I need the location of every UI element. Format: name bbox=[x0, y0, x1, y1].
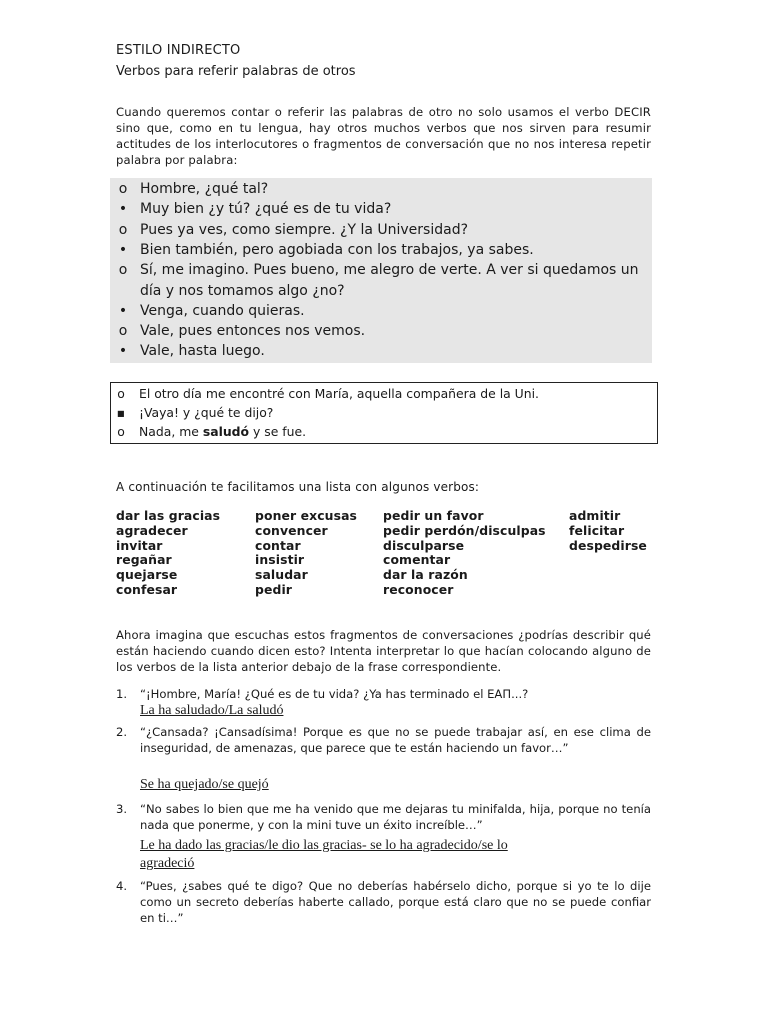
answer-1 bbox=[140, 703, 633, 719]
verb-item: pedir perdón/disculpas bbox=[383, 522, 546, 538]
bullet-marker: • bbox=[118, 201, 128, 218]
question-text: “No sabes lo bien que me ha venido que me dejaras tu minifalda, hija, porque no tenía nada que ponerme, y con la mini tuve un éxito increíble…” bbox=[140, 802, 651, 832]
answer-text: La ha saludado/La saludó bbox=[140, 703, 284, 718]
bullet-marker: o bbox=[118, 262, 128, 279]
question-number: 1. bbox=[116, 687, 128, 701]
verb-item: disculparse bbox=[383, 537, 465, 553]
verb-column-3 bbox=[383, 509, 546, 598]
verb-item: admitir bbox=[569, 508, 621, 523]
dialogue-text bbox=[139, 424, 306, 439]
dialogue-text: Sí, me imagino. Pues bueno, me alegro de verte. A ver si quedamos un bbox=[140, 262, 639, 279]
verb-item: contar bbox=[255, 537, 301, 553]
dialogue-text: Pues ya ves, como siempre. ¿Y la Universidad? bbox=[140, 221, 469, 238]
bullet-marker: o bbox=[118, 181, 128, 197]
dialogue-text-part: ¡Vaya! y ¿qué te dijo? bbox=[139, 405, 274, 420]
dialogue-text-part: Nada, me bbox=[139, 424, 203, 439]
answer-3-continued bbox=[140, 856, 249, 872]
dialogue-text: Vale, hasta luego. bbox=[140, 343, 265, 360]
verb-item: dar la razón bbox=[383, 567, 468, 583]
bullet-marker: o bbox=[118, 221, 128, 238]
answer-3 bbox=[140, 838, 651, 854]
page-subtitle: Verbos para referir palabras de otros bbox=[116, 64, 356, 79]
verb-item: pedir un favor bbox=[383, 508, 484, 523]
answer-text: Le ha dado las gracias/le dio las gracias- se lo ha agradecido/se lo bbox=[140, 838, 508, 853]
question-number: 3. bbox=[116, 802, 128, 816]
verb-item: quejarse bbox=[116, 567, 178, 583]
verb-item: convencer bbox=[255, 522, 328, 538]
verb-column-2 bbox=[255, 509, 357, 598]
exercise-instructions: Ahora imagina que escuchas estos fragmentos de conversaciones ¿podrías describir qué están haciendo cuando dicen esto? Intenta interpretar lo que hacían colocando alguno de los verbos de la lista anterior debajo de la frase correspondiente. bbox=[116, 628, 651, 674]
dialogue-text: Venga, cuando quieras. bbox=[140, 302, 305, 319]
emphasized-verb: saludó bbox=[202, 424, 250, 439]
dialogue-text-part: y se fue. bbox=[249, 424, 307, 439]
verb-column-4 bbox=[569, 509, 647, 553]
bullet-marker: • bbox=[118, 302, 128, 319]
question-number: 4. bbox=[116, 879, 128, 893]
question-text: “¡Hombre, María! ¿Qué es de tu vida? ¿Ya has terminado el EAП...? bbox=[140, 687, 529, 701]
verb-item: despedirse bbox=[569, 537, 647, 553]
verb-item: reconocer bbox=[383, 581, 454, 597]
verb-item: agradecer bbox=[116, 522, 188, 538]
verb-item: poner excusas bbox=[255, 508, 358, 523]
bullet-marker: o bbox=[117, 424, 125, 439]
dialogue-box-shaded bbox=[110, 178, 652, 363]
dialogue-text: Vale, pues entonces nos vemos. bbox=[140, 323, 366, 340]
answer-text: Se ha quejado/se quejó bbox=[140, 777, 269, 792]
dialogue-text-part: El otro día me encontré con María, aquella compañera de la Uni. bbox=[139, 386, 539, 401]
answer-text: agradeció bbox=[140, 856, 195, 871]
bullet-marker: • bbox=[118, 343, 128, 360]
dialogue-text: Muy bien ¿y tú? ¿qué es de tu vida? bbox=[140, 201, 392, 218]
dialogue-text: Bien también, pero agobiada con los trabajos, ya sabes. bbox=[140, 241, 534, 258]
page-title: ESTILO INDIRECTO bbox=[116, 43, 241, 58]
dialogue-text: Hombre, ¿qué tal? bbox=[140, 181, 269, 197]
bullet-marker: o bbox=[117, 386, 125, 401]
bullet-marker: ▪ bbox=[116, 405, 126, 420]
dialogue-box-bordered bbox=[110, 382, 658, 444]
question-text: “Pues, ¿sabes qué te digo? Que no deberías habérselo dicho, porque si yo te lo dije como un secreto deberías haberte callado, porque está claro que no se puede confiar en ti…” bbox=[140, 879, 651, 925]
dialogue-text bbox=[139, 405, 273, 420]
verb-item: felicitar bbox=[569, 522, 625, 538]
question-text: “¿Cansada? ¡Cansadísima! Porque es que no se puede trabajar así, en ese clima de inseguridad, de amenazas, que parece que te están haciendo un favor…” bbox=[140, 725, 651, 755]
verb-item: regañar bbox=[116, 552, 172, 568]
question-number: 2. bbox=[116, 725, 128, 739]
dialogue-text: día y nos tomamos algo ¿no? bbox=[140, 282, 345, 299]
verb-list-intro: A continuación te facilitamos una lista con algunos verbos: bbox=[116, 480, 480, 494]
verb-item: insistir bbox=[255, 552, 305, 568]
verb-item: confesar bbox=[116, 581, 178, 597]
dialogue-text bbox=[139, 386, 539, 401]
verb-item: invitar bbox=[116, 537, 163, 553]
verb-column-1 bbox=[116, 509, 220, 598]
verb-item: pedir bbox=[255, 581, 293, 597]
bullet-marker: • bbox=[118, 241, 128, 258]
verb-item: comentar bbox=[383, 552, 451, 568]
verb-item: dar las gracias bbox=[116, 508, 221, 523]
answer-2 bbox=[140, 777, 609, 793]
bullet-marker: o bbox=[118, 323, 128, 340]
intro-paragraph: Cuando queremos contar o referir las palabras de otro no solo usamos el verbo DECIR sino que, como en tu lengua, hay otros muchos verbos que nos sirven para resumir actitudes de los interlocutores o fragmentos de conversación que no nos interesa repetir palabra por palabra: bbox=[116, 105, 651, 167]
verb-item: saludar bbox=[255, 567, 308, 583]
